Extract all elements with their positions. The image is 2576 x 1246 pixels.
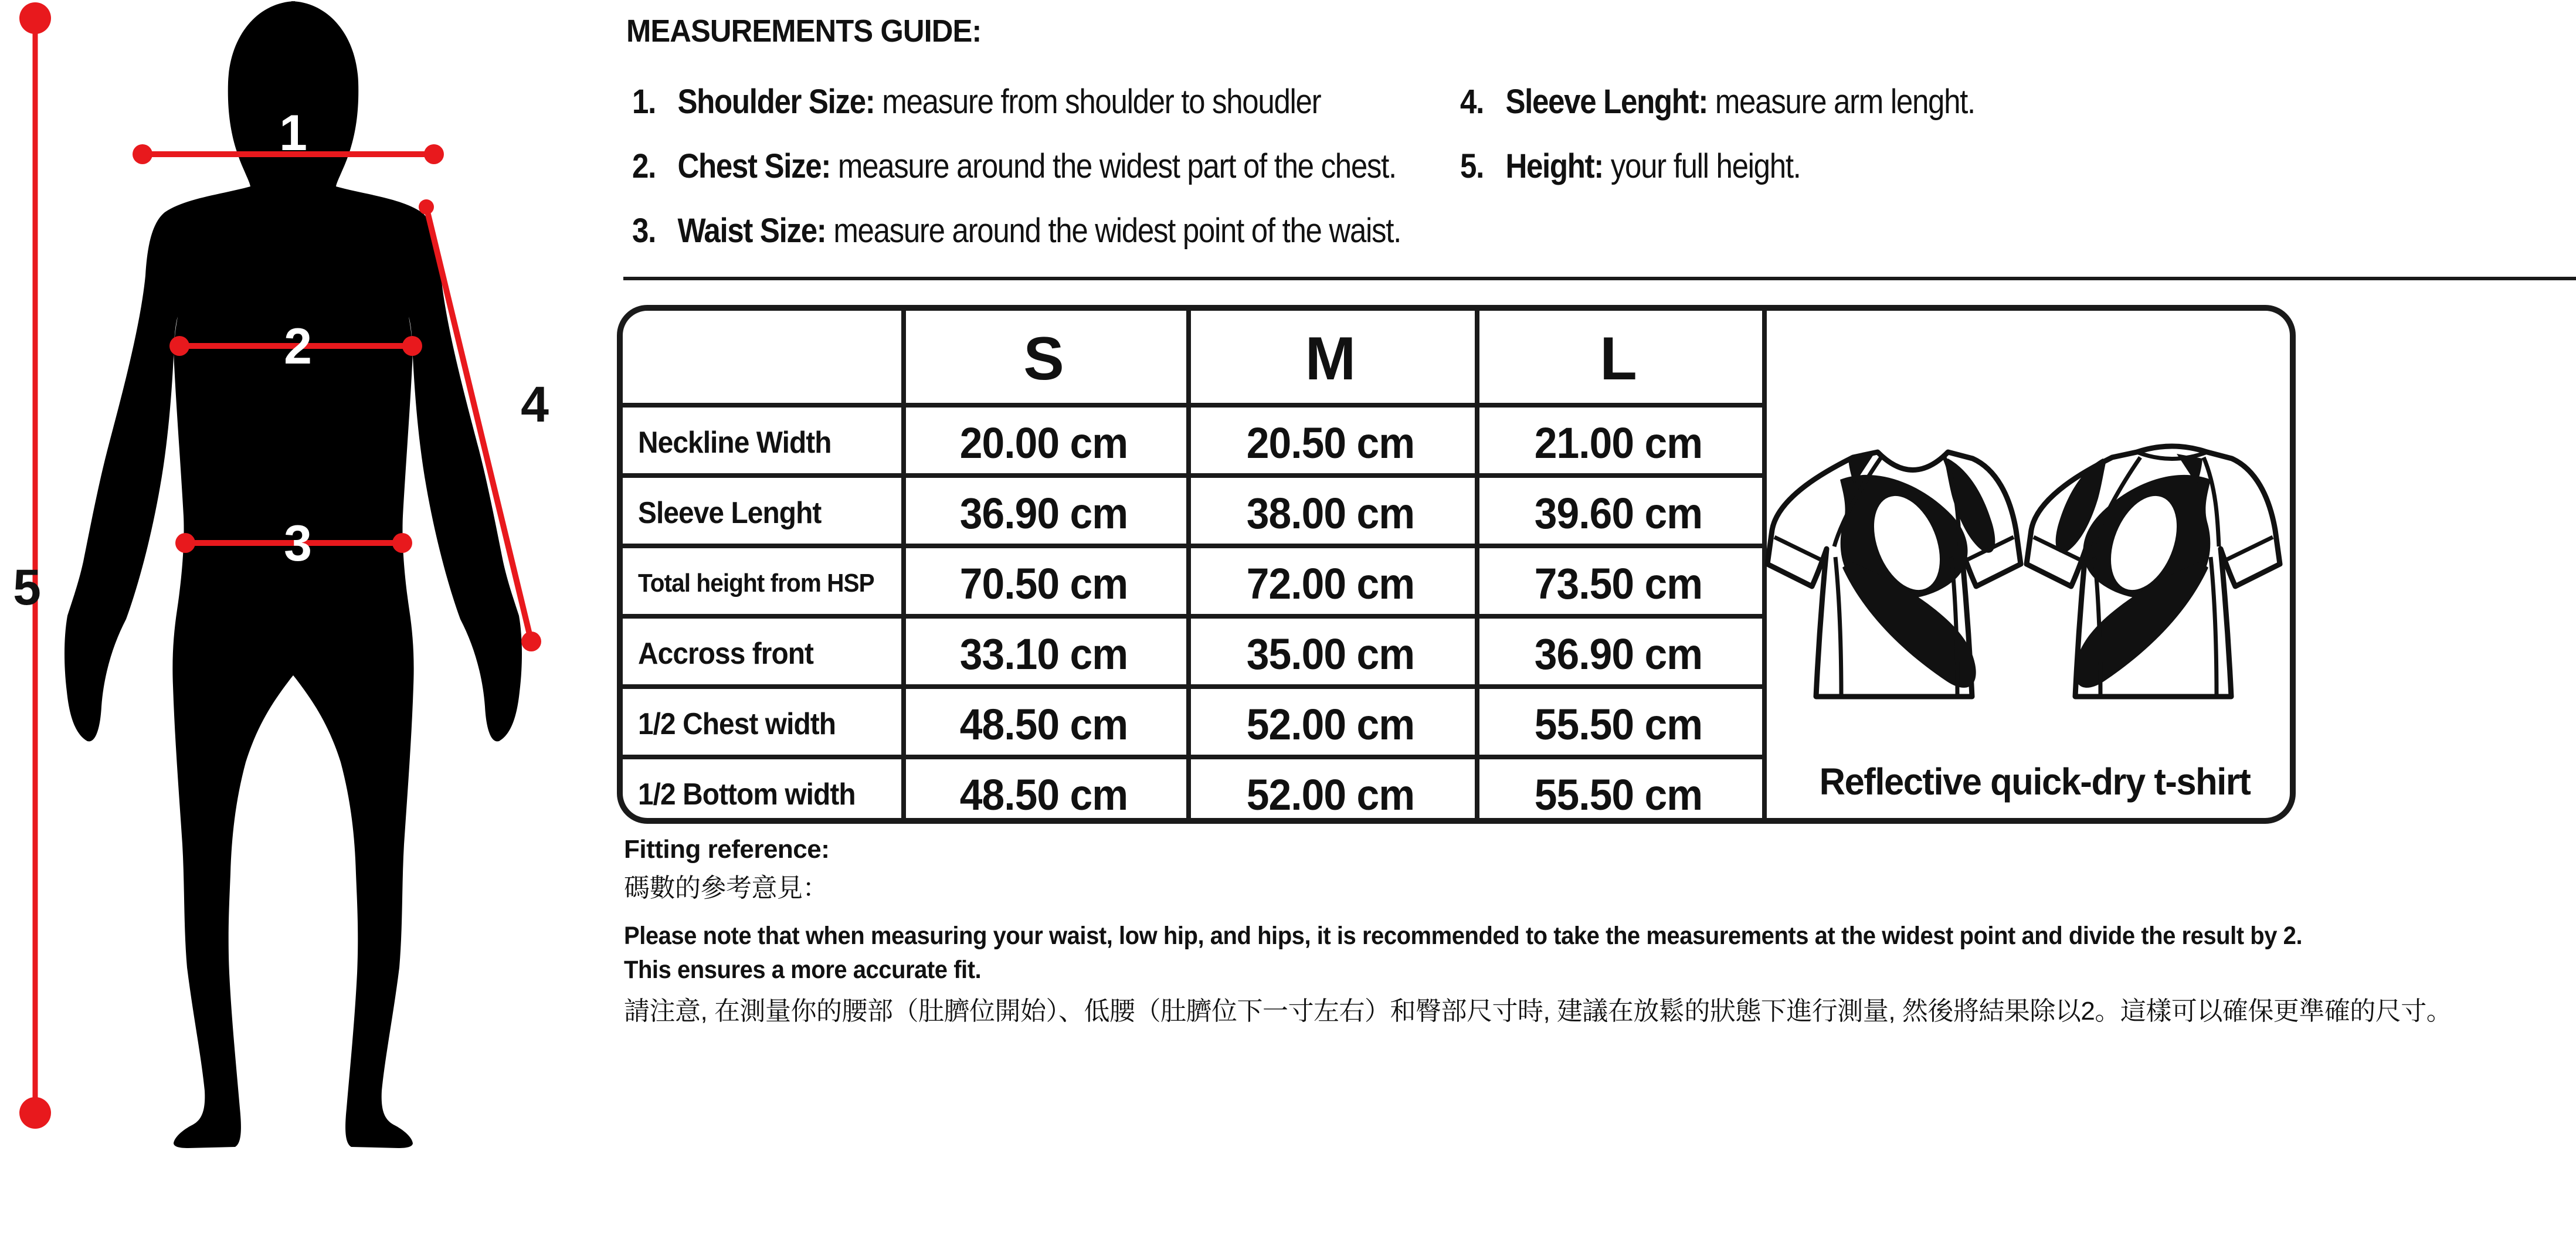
- table-value: 70.50 cm: [959, 559, 1128, 608]
- fitting-note-line1: Please note that when measuring your waist, low hip, and hips, it is recommended to take the measurements at the widest point and divide the result by 2.: [624, 922, 2303, 950]
- human-silhouette: [65, 1, 522, 1148]
- guide-item-label: Chest Size:: [677, 147, 831, 185]
- table-value: 36.90 cm: [959, 488, 1128, 538]
- table-value: 38.00 cm: [1246, 488, 1415, 538]
- fitting-reference-heading: Fitting reference:: [624, 835, 830, 864]
- fitting-note-zh: 請注意, 在測量你的腰部（肚臍位開始）、低腰（肚臍位下一寸左右）和臀部尺寸時, 建議在放鬆的狀態下進行測量, 然後將結果除以2。這樣可以確保更準確的尺寸。: [624, 997, 2452, 1026]
- table-value: 20.00 cm: [959, 418, 1128, 467]
- guide-item-1: [632, 82, 1321, 121]
- guide-item-number: 4.: [1460, 83, 1484, 121]
- size-table-panel: [617, 305, 2296, 824]
- guide-item-number: 2.: [632, 147, 656, 185]
- product-caption: Reflective quick-dry t-shirt: [1819, 760, 2251, 803]
- page-title: MEASUREMENTS GUIDE:: [626, 13, 982, 49]
- figure-label-4: 4: [521, 376, 549, 433]
- guide-item-text: measure around the widest part of the chest.: [830, 147, 1396, 185]
- guide-item-text: measure around the widest point of the waist.: [826, 212, 1401, 250]
- fitting-reference-heading-zh: 碼數的參考意見：: [624, 874, 828, 902]
- figure-label-1: 1: [279, 105, 307, 161]
- table-value: 73.50 cm: [1534, 559, 1703, 608]
- size-header-m: M: [1305, 325, 1356, 393]
- table-value: 52.00 cm: [1246, 700, 1415, 749]
- table-value: 35.00 cm: [1246, 629, 1415, 678]
- guide-item-text: your full height.: [1603, 147, 1801, 185]
- guide-item-label: Shoulder Size:: [677, 83, 875, 121]
- table-value: 48.50 cm: [959, 770, 1128, 819]
- row-label: Accross front: [638, 637, 814, 671]
- table-value: 33.10 cm: [959, 629, 1128, 678]
- guide-item-number: 5.: [1460, 147, 1484, 185]
- size-header-l: L: [1600, 325, 1637, 393]
- table-value: 72.00 cm: [1246, 559, 1415, 608]
- table-value: 48.50 cm: [959, 700, 1128, 749]
- guide-item-3: [632, 211, 1401, 250]
- guide-item-2: [632, 147, 1396, 186]
- table-value: 52.00 cm: [1246, 770, 1415, 819]
- table-value: 55.50 cm: [1534, 700, 1703, 749]
- table-value: 39.60 cm: [1534, 488, 1703, 538]
- figure-label-3: 3: [284, 515, 312, 572]
- row-label: 1/2 Chest width: [638, 707, 836, 741]
- guide-item-label: Sleeve Lenght:: [1505, 83, 1708, 121]
- table-value: 21.00 cm: [1534, 418, 1703, 467]
- row-label: Sleeve Lenght: [638, 496, 822, 530]
- table-value: 20.50 cm: [1246, 418, 1415, 467]
- guide-item-number: 1.: [632, 83, 656, 121]
- figure-label-5: 5: [13, 559, 41, 616]
- guide-item-label: Waist Size:: [677, 212, 826, 250]
- guide-item-text: measure from shoulder to shoudler: [874, 83, 1321, 121]
- row-label: Total height from HSP: [638, 569, 874, 597]
- figure-label-2: 2: [284, 318, 312, 375]
- tshirt-illustrations: [1762, 311, 2296, 818]
- guide-item-5: [1460, 147, 1801, 186]
- fitting-note-line2: This ensures a more accurate fit.: [624, 956, 982, 984]
- guide-item-label: Height:: [1505, 147, 1603, 185]
- row-label: 1/2 Bottom width: [638, 778, 856, 812]
- guide-item-text: measure arm lenght.: [1708, 83, 1975, 121]
- divider-line: [623, 277, 2576, 280]
- measurement-figure: [0, 0, 616, 1246]
- size-header-s: S: [1023, 325, 1064, 393]
- row-label: Neckline Width: [638, 426, 831, 460]
- guide-item-4: [1460, 82, 1975, 121]
- table-value: 55.50 cm: [1534, 770, 1703, 819]
- guide-item-number: 3.: [632, 212, 656, 250]
- table-value: 36.90 cm: [1534, 629, 1703, 678]
